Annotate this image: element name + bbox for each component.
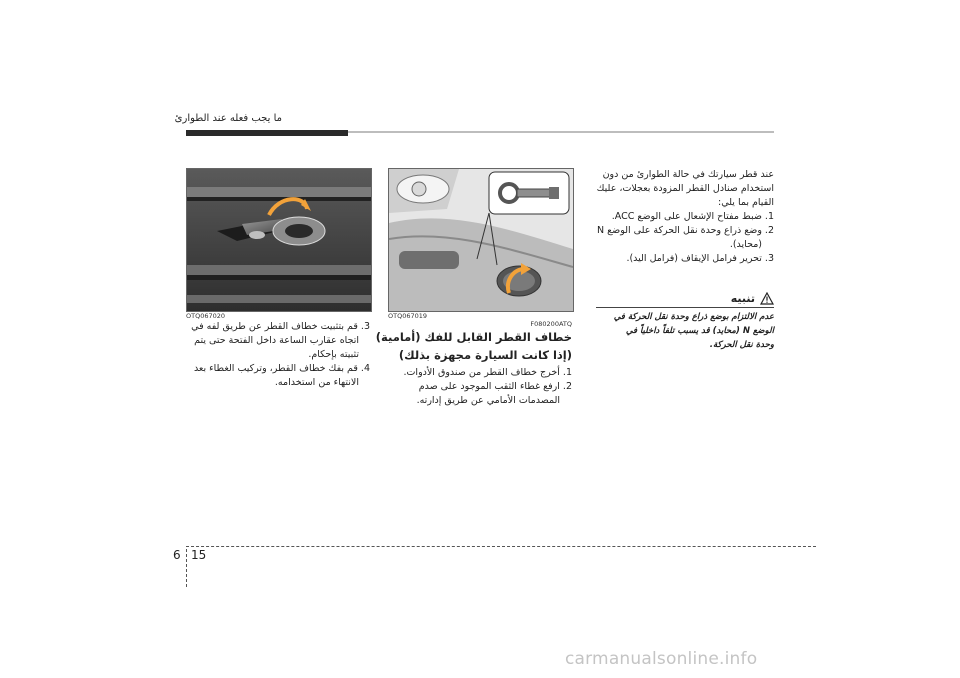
caution-line-1: عدم الالتزام بوضع ذراع وحدة نقل الحركة في [613,312,774,322]
figure-mid-caption: OTQ067019 [388,312,428,320]
right-step-2-cont: (محايد). [729,239,762,250]
caution-title: تنبيه [730,292,755,305]
mid-step-2: 2. ارفع غطاء الثقب الموجود على صدم [418,381,572,392]
page-number: 15 [191,548,207,562]
right-intro-1: عند قطر سيارتك في حالة الطوارئ من دون [602,169,774,180]
footer-rule [186,546,816,547]
right-step-3: 3. تحرير فرامل الإيقاف (فرامل اليد). [626,253,774,264]
section-title-1: خطاف القطر القابل للفك (أمامية) [375,330,572,344]
mid-step-1: 1. أخرج خطاف القطر من صندوق الأدوات. [403,367,572,378]
front-bumper-illustration [389,169,573,311]
footer-divider [186,549,187,587]
left-step-4-cont: الانتهاء من استخدامه. [274,377,359,388]
right-intro-3: القيام بما يلي: [718,197,774,208]
header-bar [186,130,348,136]
watermark: carmanualsonline.info [565,649,758,669]
tow-hook-install-photo [186,168,372,312]
left-step-3-cont-b: تثبيته بإحكام. [308,349,359,360]
left-step-4: 4. قم بفك خطاف القطر، وتركيب الغطاء بعد [193,363,370,374]
caution-line-2: الوضع N (محايد) قد يسبب تلفاً داخلياً في [625,326,774,336]
right-intro-2: استخدام صنادل القطر المزودة بعجلات، عليك [596,183,774,194]
header-title: ما يجب فعله عند الطوارئ [174,113,282,124]
caution-rule [596,307,774,308]
front-bumper-photo [388,168,574,312]
figure-left-caption: OTQ067020 [186,312,226,320]
left-step-3-cont-a: اتجاه عقارب الساعة داخل الفتحة حتى يتم [194,335,359,346]
right-step-2: 2. وضع ذراع وحدة نقل الحركة على الوضع N [596,225,774,236]
section-title-2: (إذا كانت السيارة مجهزة بذلك) [398,348,572,362]
left-step-3: 3. قم بتثبيت خطاف القطر عن طريق لفه في [191,321,370,332]
chapter-number: 6 [173,548,181,562]
tow-hook-install-illustration [187,169,371,311]
section-id: F080200ATQ [530,320,572,328]
caution-line-3: وحدة نقل الحركة. [709,340,774,350]
mid-step-2-cont: المصدمات الأمامي عن طريق إدارته. [416,395,560,406]
warning-icon [760,290,774,303]
right-step-1: 1. ضبط مفتاح الإشعال على الوضع ACC. [611,211,774,222]
